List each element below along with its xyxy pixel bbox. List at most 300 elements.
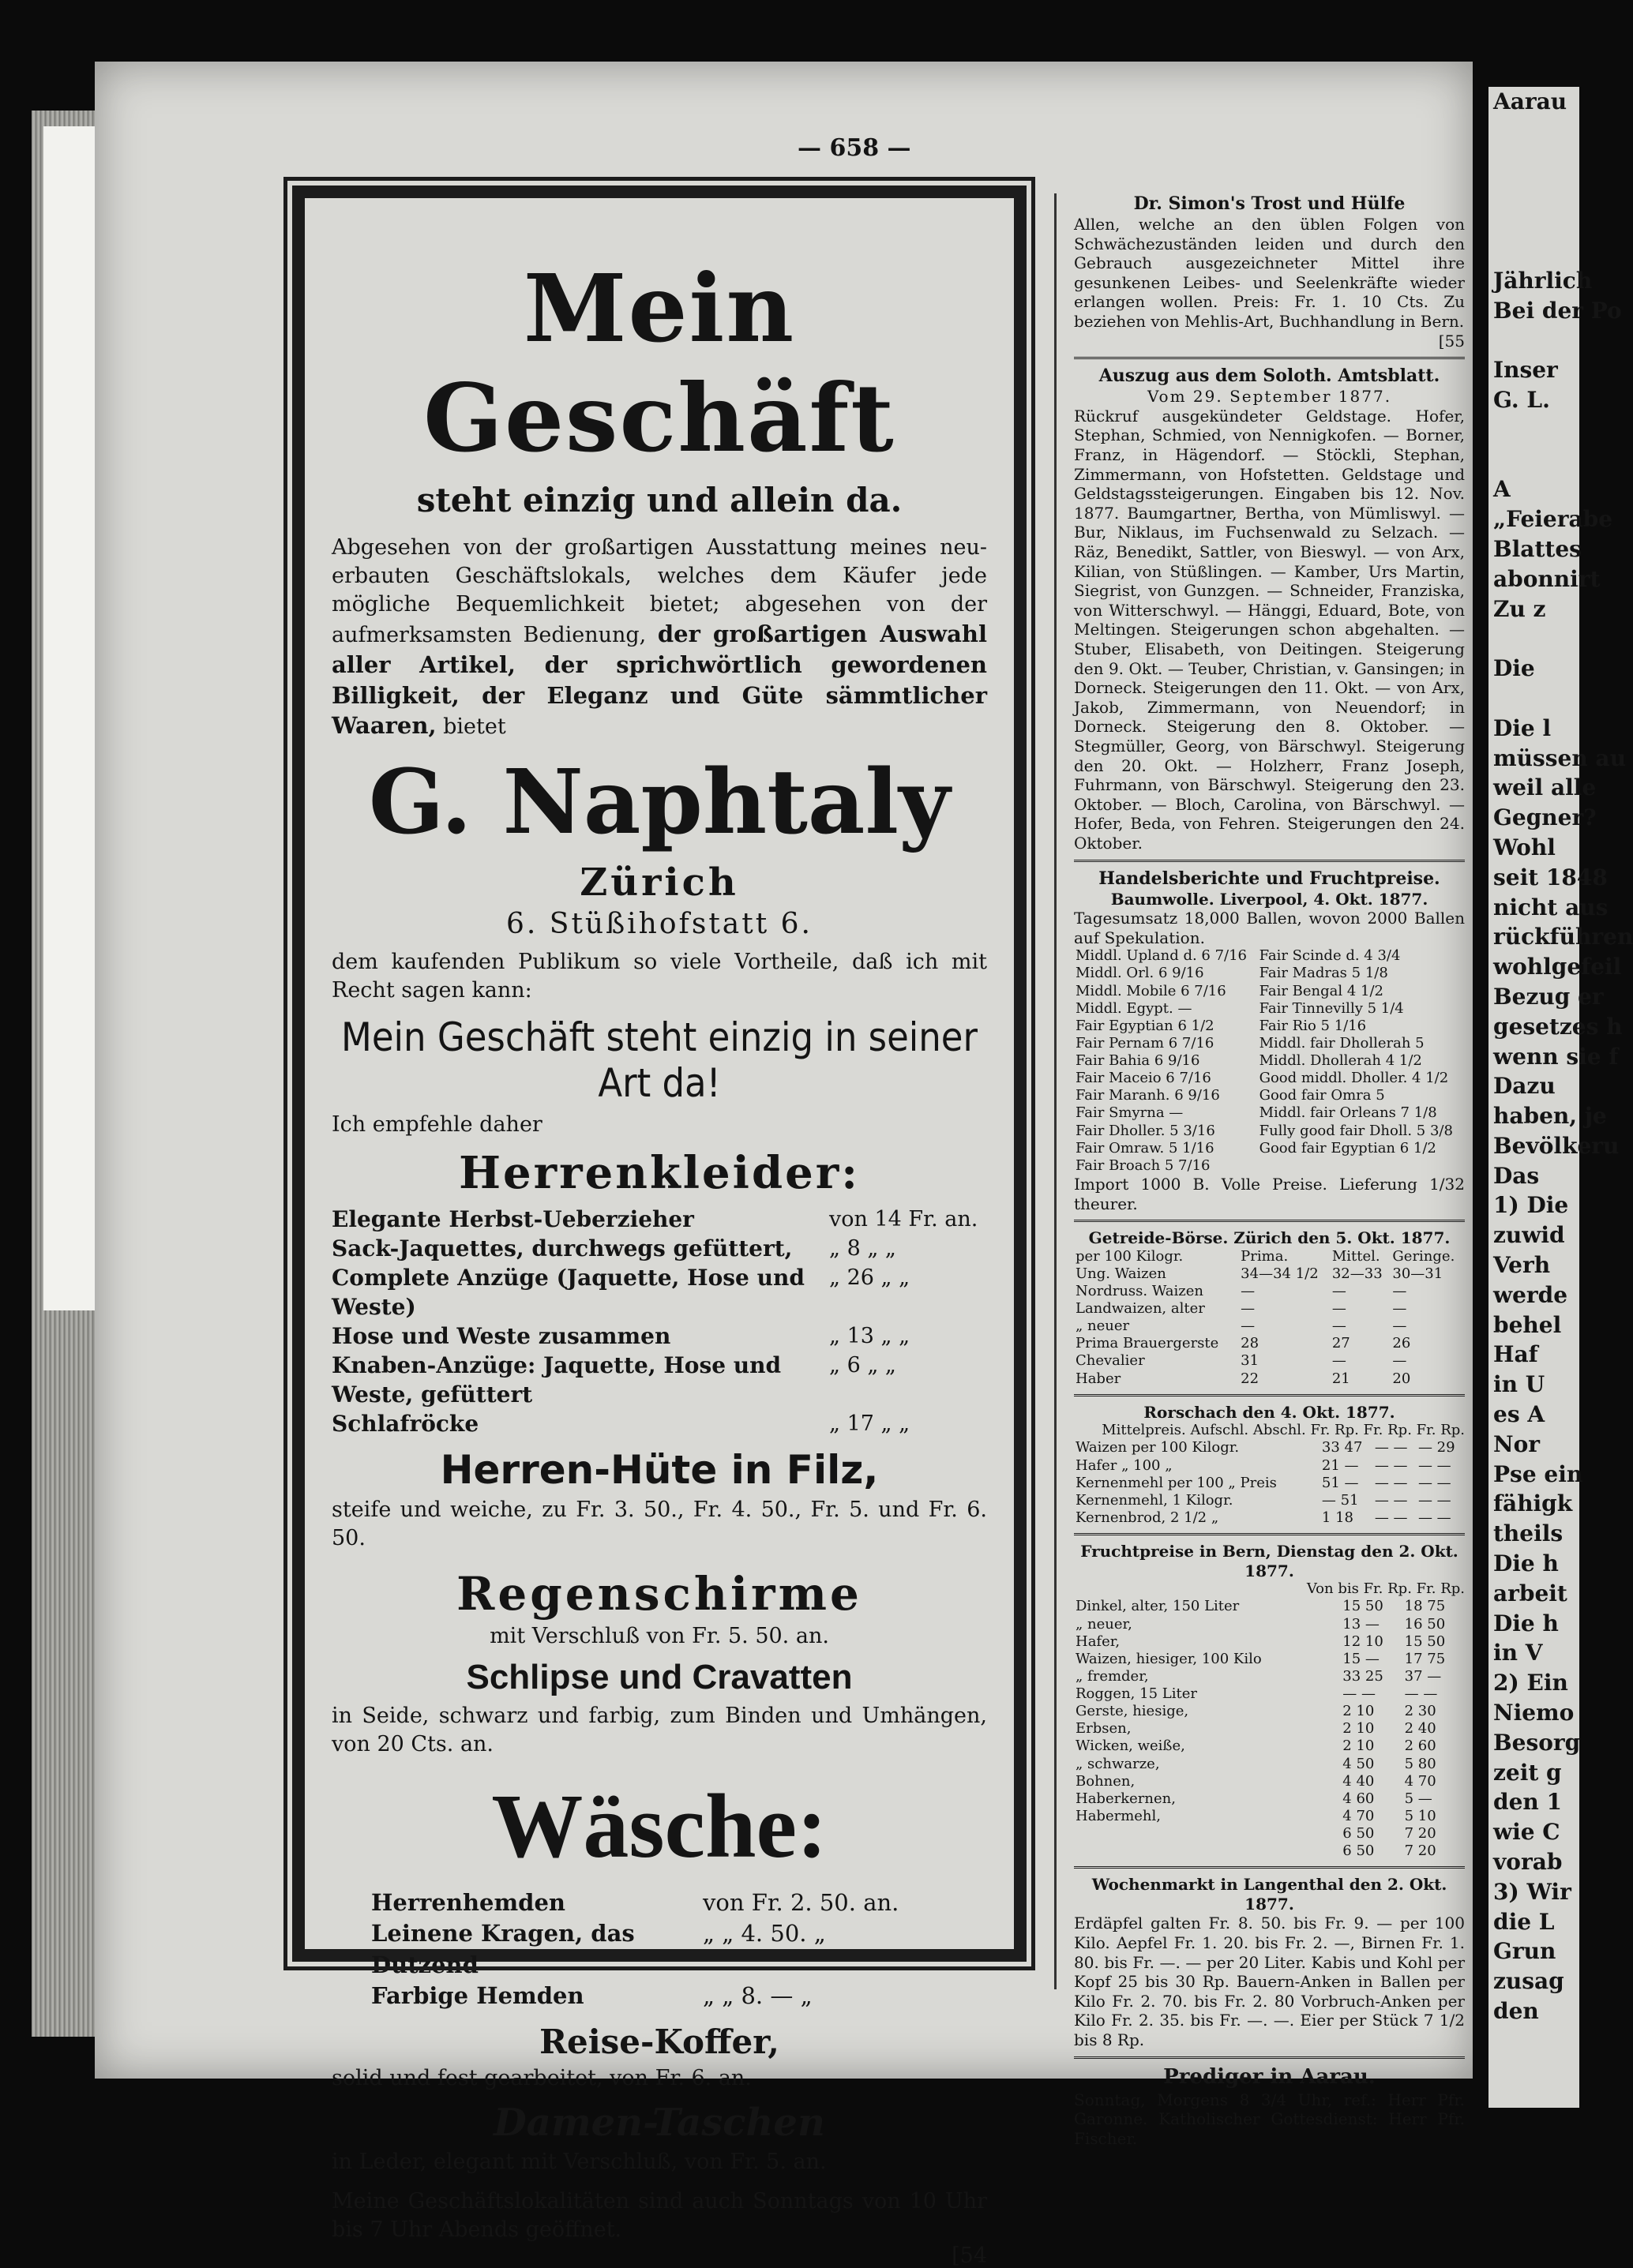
facing-page <box>1488 87 1633 2108</box>
table-row <box>1074 1616 1465 1633</box>
divider <box>1074 1394 1465 1396</box>
table-cell: Erbsen, <box>1076 1720 1132 1738</box>
table-row <box>1074 1248 1465 1265</box>
list-item: Farbige Hemden „ „ 8. — „ <box>371 1981 813 2009</box>
table-cell: — <box>1241 1282 1256 1299</box>
table-cell: — <box>1392 1352 1407 1370</box>
table-cell: Kernenmehl per 100 „ Preis <box>1076 1474 1277 1491</box>
table-cell: Geringe. <box>1392 1247 1455 1265</box>
bern-head: Fruchtpreise in Bern, Dienstag den 2. Okt. 1877. <box>1080 1542 1458 1580</box>
table-cell: 21 — <box>1321 1456 1359 1474</box>
table-cell: 15 — <box>1342 1650 1380 1667</box>
facing-page-line: die L <box>1493 1908 1555 1935</box>
table-row <box>1074 1370 1465 1388</box>
table-cell: Fair Omraw. 5 1/16 <box>1076 1139 1214 1156</box>
table-cell: 34—34 1/2 <box>1241 1265 1319 1282</box>
facing-page-line: Niemo <box>1493 1700 1575 1726</box>
table-row <box>1074 1157 1465 1175</box>
table-cell: Middl. Egypt. — <box>1076 999 1192 1017</box>
table-row <box>1074 1318 1465 1335</box>
table-cell: — <box>1392 1282 1407 1299</box>
table-cell: — <box>1331 1282 1346 1299</box>
table-row <box>1074 1756 1465 1773</box>
table-row <box>1074 1087 1465 1104</box>
table-cell: 26 <box>1392 1335 1411 1352</box>
table-cell: — <box>1392 1318 1407 1335</box>
naphtaly-advertisement <box>292 186 1027 2268</box>
taschen-text: in Leder, elegant mit Verschluß, von Fr. 5. an. <box>332 2149 827 2174</box>
merchant-name: G. Naphtaly <box>368 751 951 855</box>
simon-text: Allen, welche an den üblen Folgen von Schwächezuständen leiden und durch den Gebrauch ausgezeichneter Mittel ihre gesunkenen Leibes- und Seelenkräfte wieder erlangen wollen. Preis: Fr. 1. 10 Cts. Zu beziehen von Mehlis-Art, Buchhandlung in Bern. <box>1074 215 1465 332</box>
table-cell: — 51 <box>1321 1491 1359 1509</box>
table-row <box>1074 1035 1465 1052</box>
facing-page-line: haben, je <box>1493 1103 1607 1130</box>
table-row <box>1074 1265 1465 1283</box>
table-row <box>1074 1335 1465 1352</box>
facing-page-line: Bei der Po <box>1493 297 1622 324</box>
table-cell <box>1074 1843 1341 1860</box>
table-cell: 7 20 <box>1404 1843 1436 1860</box>
table-row <box>1074 1685 1465 1703</box>
table-cell: Fair Broach 5 7/16 <box>1076 1156 1211 1174</box>
table-cell: 2 10 <box>1342 1703 1375 1720</box>
table-cell: Hafer, <box>1076 1633 1121 1650</box>
table-row <box>1074 1000 1465 1018</box>
table-cell: Middl. fair Dhollerah 5 <box>1259 1034 1425 1052</box>
table-cell: — — <box>1374 1474 1408 1491</box>
table-row <box>1074 1300 1465 1318</box>
paper-strip <box>43 126 96 1310</box>
ad-recommend: Ich empfehle daher <box>332 1112 542 1138</box>
table-cell: Fully good fair Dholl. 5 3/8 <box>1259 1122 1453 1139</box>
facing-page-line: wie C <box>1493 1819 1560 1846</box>
facing-page-line: Aarau <box>1493 88 1567 114</box>
table-cell: Haber <box>1076 1370 1121 1387</box>
facing-page-line: Blattes <box>1493 535 1582 562</box>
ad-intro-text: Abgesehen von der großartigen Ausstattung meines neu-erbauten Geschäftslokals, welches dem Käufer jede mögliche Bequemlichkeit bietet; abgesehen von der aufmerksamsten Bedienung, <box>332 535 987 647</box>
table-cell: — <box>1241 1318 1256 1335</box>
table-cell: Middl. Mobile 6 7/16 <box>1076 982 1226 999</box>
facing-page-line: den <box>1493 1998 1539 2024</box>
divider <box>1074 357 1465 359</box>
facing-page-line: Die <box>1493 655 1535 682</box>
facing-page-line: Bevölkeru <box>1493 1132 1620 1159</box>
facing-page-line: Besorg <box>1493 1729 1581 1756</box>
table-row <box>1074 1738 1465 1755</box>
facing-page-line: abonnirt <box>1493 565 1601 592</box>
table-cell: „ neuer, <box>1076 1615 1132 1633</box>
table-row <box>1074 1052 1465 1070</box>
facing-page-line: Bezug er <box>1493 983 1604 1010</box>
table-cell: 4 70 <box>1342 1807 1375 1824</box>
facing-page-line <box>1493 325 1579 355</box>
table-cell: 2 10 <box>1342 1720 1375 1738</box>
koffer-heading: Reise-Koffer, <box>539 2022 779 2061</box>
table-cell: Fair Scinde d. 4 3/4 <box>1259 947 1401 965</box>
facing-page-line: fähigk <box>1493 1490 1573 1517</box>
amtsblatt-date: Vom 29. September 1877. <box>1147 387 1392 407</box>
table-cell: Chevalier <box>1076 1352 1145 1370</box>
table-row <box>1074 1123 1465 1140</box>
facing-page-line <box>1493 176 1579 206</box>
table-row <box>1074 1475 1465 1492</box>
baumwolle-table <box>1074 947 1465 1175</box>
hute-heading: Herren-Hüte in Filz, <box>440 1446 879 1493</box>
table-cell: Good middl. Dholler. 4 1/2 <box>1259 1070 1449 1087</box>
table-cell: Haberkernen, <box>1076 1790 1176 1807</box>
facing-page-line: nicht aus <box>1493 894 1609 920</box>
ad-subtitle: steht einzig und allein da. <box>416 481 903 519</box>
langenthal-head: Wochenmarkt in Langenthal den 2. Okt. 1877. <box>1091 1875 1447 1914</box>
table-row <box>1074 1509 1465 1527</box>
table-cell: — — <box>1374 1509 1408 1526</box>
table-cell: Landwaizen, alter <box>1076 1300 1205 1318</box>
herrenkleider-heading: Herrenkleider: <box>459 1147 860 1200</box>
facing-page-line: werde <box>1493 1281 1568 1308</box>
table-cell: Fair Rio 5 1/16 <box>1259 1017 1367 1034</box>
list-item: Herrenhemden von Fr. 2. 50. an. <box>371 1889 899 1917</box>
koffer-text: solid und fest gearbeitet, von Fr. 6. an. <box>332 2065 752 2090</box>
ad-intro-end: bietet <box>443 714 506 740</box>
table-cell: Ung. Waizen <box>1076 1265 1166 1282</box>
table-row <box>1074 1720 1465 1738</box>
list-item: Elegante Herbst-Ueberzieher von 14 Fr. an. <box>332 1206 978 1233</box>
rorschach-head: Rorschach den 4. Okt. 1877. <box>1143 1402 1395 1422</box>
table-cell: 5 10 <box>1404 1807 1436 1824</box>
table-row <box>1074 1843 1465 1860</box>
table-cell: Middl. Dhollerah 4 1/2 <box>1259 1052 1422 1070</box>
table-row <box>1074 1352 1465 1370</box>
table-cell: Habermehl, <box>1076 1807 1161 1824</box>
table-cell: Fair Dholler. 5 3/16 <box>1076 1122 1215 1139</box>
table-cell: Waizen per 100 Kilogr. <box>1076 1439 1240 1456</box>
table-row <box>1074 1703 1465 1720</box>
facing-page-line: A <box>1493 476 1511 503</box>
getreide-table <box>1074 1248 1465 1388</box>
divider <box>1074 1220 1465 1222</box>
table-row <box>1074 1283 1465 1300</box>
table-cell: 1 18 <box>1321 1509 1353 1526</box>
table-cell: Gerste, hiesige, <box>1076 1703 1189 1720</box>
table-cell: Fair Bahia 6 9/16 <box>1076 1052 1200 1070</box>
table-cell: 33 25 <box>1342 1667 1383 1685</box>
table-row <box>1074 1633 1465 1651</box>
herrenkleider-list <box>332 1205 987 1439</box>
facing-page-line: gesetzes h <box>1493 1013 1623 1040</box>
facing-page-line: wenn sie f <box>1493 1043 1619 1070</box>
facing-page-line: 2) Ein <box>1493 1670 1568 1696</box>
handel-title: Handelsberichte und Fruchtpreise. <box>1098 868 1440 889</box>
facing-page-line: Jährlich <box>1493 267 1593 294</box>
table-cell: 18 75 <box>1404 1598 1446 1615</box>
facing-page-line <box>1493 117 1579 147</box>
table-cell: — — <box>1374 1491 1408 1509</box>
table-cell: — <box>1331 1300 1346 1318</box>
facing-page-line: Wohl <box>1493 834 1556 860</box>
table-cell: „ neuer <box>1076 1318 1130 1335</box>
facing-page-line: Die l <box>1493 714 1552 741</box>
table-row <box>1074 1790 1465 1808</box>
table-row <box>1074 1018 1465 1035</box>
divider <box>1074 1866 1465 1869</box>
facing-page-line: 1) Die <box>1493 1192 1569 1219</box>
table-cell: Mittel. <box>1331 1247 1380 1265</box>
table-cell: — <box>1241 1300 1256 1318</box>
bern-table <box>1074 1598 1465 1860</box>
facing-page-line: Nor <box>1493 1430 1541 1457</box>
table-row <box>1074 1104 1465 1122</box>
facing-page-line: in U <box>1493 1371 1545 1398</box>
table-cell: Fair Madras 5 1/8 <box>1259 965 1388 982</box>
baumwolle-intro: Tagesumsatz 18,000 Ballen, wovon 2000 Ballen auf Spekulation. <box>1074 909 1465 947</box>
merchant-city: Zürich <box>580 860 739 905</box>
list-item: Schlafröcke „ 17 „ „ <box>332 1410 910 1437</box>
table-cell: Hafer „ 100 „ <box>1076 1456 1173 1474</box>
taschen-heading: Damen-Taschen <box>494 2100 825 2145</box>
table-cell: Bohnen, <box>1076 1772 1136 1790</box>
facing-page-line: müssen au <box>1493 744 1626 771</box>
facing-page-line <box>1493 147 1579 177</box>
table-cell: 31 <box>1241 1352 1259 1370</box>
table-cell: 5 80 <box>1404 1755 1436 1772</box>
facing-page-line <box>1493 206 1579 236</box>
table-cell: Prima. <box>1241 1247 1289 1265</box>
table-cell: 12 10 <box>1342 1633 1383 1650</box>
table-cell: 4 40 <box>1342 1772 1375 1790</box>
wasche-list <box>332 1888 987 2011</box>
facing-page-line: G. L. <box>1493 386 1550 413</box>
bern-cols: Von bis Fr. Rp. Fr. Rp. <box>1306 1580 1465 1598</box>
table-cell: Wicken, weiße, <box>1076 1738 1185 1755</box>
table-cell: — — <box>1404 1685 1438 1703</box>
wasche-heading: Wäsche: <box>491 1776 828 1878</box>
table-cell: 37 — <box>1404 1667 1442 1685</box>
getreide-head: Getreide-Börse. Zürich den 5. Okt. 1877. <box>1088 1228 1451 1248</box>
list-item: Sack-Jaquettes, durchwegs gefüttert, „ 8 „ „ <box>332 1235 896 1262</box>
facing-page-line: behel <box>1493 1311 1562 1338</box>
table-cell: 4 50 <box>1342 1755 1375 1772</box>
table-cell: — — <box>1417 1491 1451 1509</box>
table-cell: — 29 <box>1417 1439 1455 1456</box>
schirme-text: mit Verschluß von Fr. 5. 50. an. <box>490 1623 829 1648</box>
ad-pitch: dem kaufenden Publikum so viele Vortheile, daß ich mit Recht sagen kann: <box>332 950 987 1003</box>
facing-page-line: Zu z <box>1493 595 1546 622</box>
divider <box>1074 1533 1465 1535</box>
facing-page-line: wohlgefeil <box>1493 954 1622 980</box>
facing-page-line: Verh <box>1493 1252 1551 1279</box>
table-cell: Fair Smyrna — <box>1076 1104 1184 1122</box>
facing-page-line: zeit g <box>1493 1759 1562 1786</box>
table-cell: Kernenmehl, 1 Kilogr. <box>1076 1491 1233 1509</box>
table-cell: — — <box>1374 1439 1408 1456</box>
table-cell: — <box>1392 1300 1407 1318</box>
facing-page-line: weil alle <box>1493 774 1597 801</box>
table-cell: 5 — <box>1404 1790 1432 1807</box>
table-row <box>1074 1140 1465 1157</box>
facing-page-line: Inser <box>1493 357 1558 384</box>
facing-page-line <box>1493 684 1579 714</box>
facing-page-line: Das <box>1493 1162 1540 1189</box>
right-column <box>1074 193 1465 2148</box>
table-cell: 21 <box>1331 1370 1350 1387</box>
table-cell: 30—31 <box>1392 1265 1443 1282</box>
baumwolle-head: Baumwolle. Liverpool, 4. Okt. 1877. <box>1110 889 1428 909</box>
table-cell: 6 50 <box>1342 1843 1375 1860</box>
table-cell: 4 70 <box>1404 1772 1436 1790</box>
table-cell: „ fremder, <box>1076 1667 1149 1685</box>
table-cell: 2 40 <box>1404 1720 1436 1738</box>
schlipse-text: in Seide, schwarz und farbig, zum Binden und Umhängen, von 20 Cts. an. <box>332 1704 987 1757</box>
facing-page-line: Die h <box>1493 1610 1559 1636</box>
langenthal-text: Erdäpfel galten Fr. 8. 50. bis Fr. 9. — per 100 Kilo. Aepfel Fr. 1. 20. bis Fr. 2. —, Birnen Fr. 1. 80. bis Fr. —. — per 20 Liter. Kabis und Kohl per Kopf 25 bis 30 Rp. Bauern-Anken in Ballen per Kilo Fr. 2. 70. bis Fr. 2. 80 Vorbruch-Anken per Kilo Fr. 2. 35. bis Fr. —. —. Eier per Stück 7 1/2 bis 8 Rp. <box>1074 1914 1465 2050</box>
table-cell: — — <box>1417 1456 1451 1474</box>
table-cell: 27 <box>1331 1335 1350 1352</box>
table-cell: Dinkel, alter, 150 Liter <box>1076 1598 1240 1615</box>
table-row <box>1074 1070 1465 1087</box>
facing-page-line: es A <box>1493 1401 1545 1428</box>
table-cell: Prima Brauergerste <box>1076 1335 1219 1352</box>
table-cell: 32—33 <box>1331 1265 1383 1282</box>
table-cell: Middl. fair Orleans 7 1/8 <box>1259 1104 1437 1122</box>
table-cell: 15 50 <box>1404 1633 1446 1650</box>
table-cell: Fair Tinnevilly 5 1/4 <box>1259 999 1404 1017</box>
table-cell <box>1258 1157 1465 1175</box>
table-cell: Good fair Omra 5 <box>1259 1087 1385 1104</box>
table-cell: Nordruss. Waizen <box>1076 1282 1203 1299</box>
facing-page-line: zuwid <box>1493 1222 1565 1249</box>
list-item: Hose und Weste zusammen „ 13 „ „ <box>332 1322 910 1349</box>
table-cell: 51 — <box>1321 1474 1359 1491</box>
table-row <box>1074 1773 1465 1790</box>
table-row <box>1074 1457 1465 1475</box>
table-cell: Fair Maranh. 6 9/16 <box>1076 1087 1220 1104</box>
table-cell: 6 50 <box>1342 1825 1375 1843</box>
table-cell: 20 <box>1392 1370 1411 1387</box>
table-cell: Fair Egyptian 6 1/2 <box>1076 1017 1214 1034</box>
facing-page-line: vorab <box>1493 1849 1563 1876</box>
table-cell: „ schwarze, <box>1076 1755 1160 1772</box>
table-row <box>1074 965 1465 982</box>
ad-slogan: Mein Geschäft steht einzig in seiner Art da! <box>341 1014 978 1107</box>
table-cell <box>1074 1825 1341 1843</box>
facing-page-line: „Feierabe <box>1493 506 1613 533</box>
table-cell: — <box>1331 1352 1346 1370</box>
simon-ref: [55 <box>1438 331 1465 351</box>
list-item: Knaben-Anzüge: Jaquette, Hose und Weste, gefüttert „ 6 „ „ <box>332 1351 896 1408</box>
facing-page-line: rückführen <box>1493 924 1633 950</box>
schirme-heading: Regenschirme <box>456 1566 862 1621</box>
facing-page-line: Dazu <box>1493 1073 1556 1100</box>
table-cell: Fair Pernam 6 7/16 <box>1076 1034 1214 1052</box>
simon-title: Dr. Simon's Trost und Hülfe <box>1133 193 1406 214</box>
table-cell: 2 30 <box>1404 1703 1436 1720</box>
sunday-hours: Meine Geschäftslokalitäten sind auch Sonntags von 10 Uhr bis 7 Uhr Abends geöffnet. <box>332 2188 987 2242</box>
facing-page-line: theils <box>1493 1520 1564 1547</box>
table-cell: Middl. Upland d. 6 7/16 <box>1076 947 1248 965</box>
divider <box>1074 2056 1465 2059</box>
facing-page-line: den 1 <box>1493 1789 1562 1816</box>
divider <box>1074 860 1465 862</box>
table-cell: 22 <box>1241 1370 1259 1387</box>
facing-page-line <box>1493 236 1579 266</box>
table-cell: — — <box>1374 1456 1408 1474</box>
column-divider <box>1054 193 1057 1989</box>
facing-page-line: Grun <box>1493 1938 1556 1965</box>
table-cell: 33 47 <box>1321 1439 1363 1456</box>
prediger-title: Prediger in Aarau. <box>1163 2064 1376 2089</box>
table-cell: Fair Maceio 6 7/16 <box>1076 1070 1211 1087</box>
baumwolle-note: Import 1000 B. Volle Preise. Lieferung 1/32 theurer. <box>1074 1174 1465 1213</box>
hute-text: steife und weiche, zu Fr. 3. 50., Fr. 4. 50., Fr. 5. und Fr. 6. 50. <box>332 1497 987 1550</box>
table-cell: 16 50 <box>1404 1615 1446 1633</box>
table-row <box>1074 1825 1465 1843</box>
facing-page-line <box>1493 415 1579 445</box>
table-cell: — — <box>1417 1509 1451 1526</box>
rorschach-cols: Mittelpreis. Aufschl. Abschl. Fr. Rp. Fr. Rp. Fr. Rp. <box>1102 1422 1465 1439</box>
facing-page-line: in V <box>1493 1640 1543 1666</box>
facing-page-line: Haf <box>1493 1341 1538 1368</box>
page-number: — 658 — <box>798 134 911 162</box>
table-cell: — <box>1331 1318 1346 1335</box>
table-cell: 4 60 <box>1342 1790 1375 1807</box>
facing-page-line <box>1493 624 1579 654</box>
facing-page-line: Gegner? <box>1493 804 1597 831</box>
table-cell: Roggen, 15 Liter <box>1076 1685 1197 1703</box>
amtsblatt-title: Auszug aus dem Soloth. Amtsblatt. <box>1098 366 1440 387</box>
schlipse-heading: Schlipse und Cravatten <box>466 1658 853 1697</box>
table-cell: per 100 Kilogr. <box>1076 1247 1184 1265</box>
rorschach-table <box>1074 1439 1465 1527</box>
table-cell: 28 <box>1241 1335 1259 1352</box>
table-row <box>1074 983 1465 1000</box>
table-cell: Middl. Orl. 6 9/16 <box>1076 965 1204 982</box>
ad-reference: [54 <box>952 2244 987 2268</box>
table-cell: — — <box>1342 1685 1376 1703</box>
facing-page-line: Pse ein <box>1493 1460 1583 1487</box>
prediger-text: Sonntag, Morgens 8 3/4 Uhr, ref.: Herr Pfr. Garonne. Katholischer Gottesdienst: Herr Pfr. Fischer. <box>1074 2090 1465 2148</box>
facing-page-line: seit 1848 <box>1493 864 1608 890</box>
facing-page-line <box>1493 445 1579 475</box>
table-row <box>1074 1492 1465 1509</box>
table-cell: Fair Bengal 4 1/2 <box>1259 982 1384 999</box>
facing-page-line: zusag <box>1493 1968 1564 1995</box>
table-cell: 13 — <box>1342 1615 1380 1633</box>
ad-title: Mein Geschäft <box>423 253 895 473</box>
ad-intro-bold: der großartigen Auswahl aller Artikel, der sprichwörtlich gewordenen Billigkeit, der Eleganz und Güte sämmtlicher Waaren, <box>332 620 987 740</box>
table-row <box>1074 1598 1465 1615</box>
merchant-street: 6. Stüßihofstatt 6. <box>506 908 813 941</box>
ad-intro <box>332 534 987 741</box>
table-row <box>1074 1651 1465 1668</box>
table-cell: 2 10 <box>1342 1738 1375 1755</box>
amtsblatt-text: Rückruf ausgekündeter Geldstage. Hofer, Stephan, Schmied, von Nennigkofen. — Borner, Franz, in Hägendorf. — Stöckli, Stephan, Zimmermann, von Hofstetten. Geldstage und Geldstagssteigerungen. Eingaben bis 12. Nov. 1877. Baumgartner, Bertha, von Mümliswyl. — Bur, Niklaus, im Fuchsenwald zu Selzach. — Räz, Benedikt, Sattler, von Bieswyl. — von Arx, Kilian, von Stüßlingen. — Kamber, Urs Martin, Siegrist, von Gunzgen. — Schneider, Franziska, von Witterschwyl. — Hänggi, Eduard, Bote, von Meltingen. Steigerungen schon abgehalten. — Stuber, Elisabeth, von Deitingen. Steigerung den 9. Okt. — Teuber, Christian, v. Gansingen; in Dorneck. Steigerungen den 11. Okt. — von Arx, Jakob, Zimmermann, von Neuendorf; in Dorneck. Steigerung den 8. Oktober. — Stegmüller, Georg, von Bärschwyl. Steigerung den 20. Okt. — Holzherr, Franz Joseph, Fuhrmann, von Bärschwyl. Steigerung den 23. Oktober. — Bloch, Carolina, von Bärschwyl. — Hofer, Beda, von Fehren. Steigerungen den 24. Oktober. <box>1074 406 1465 853</box>
table-row <box>1074 947 1465 965</box>
facing-page-line: 3) Wir <box>1493 1878 1571 1905</box>
table-cell: Good fair Egyptian 6 1/2 <box>1259 1139 1436 1156</box>
list-item: Complete Anzüge (Jaquette, Hose und Weste) „ 26 „ „ <box>332 1264 910 1320</box>
table-cell: 7 20 <box>1404 1825 1436 1843</box>
table-cell: Kernenbrod, 2 1/2 „ <box>1076 1509 1219 1526</box>
table-row <box>1074 1668 1465 1685</box>
table-cell: Waizen, hiesiger, 100 Kilo <box>1076 1650 1262 1667</box>
table-cell: 17 75 <box>1404 1650 1446 1667</box>
table-row <box>1074 1808 1465 1825</box>
list-item: Leinene Kragen, das Dutzend „ „ 4. 50. „ <box>371 1920 826 1978</box>
table-cell: — — <box>1417 1474 1451 1491</box>
table-row <box>1074 1439 1465 1456</box>
table-cell: 2 60 <box>1404 1738 1436 1755</box>
facing-page-line: arbeit <box>1493 1580 1567 1606</box>
